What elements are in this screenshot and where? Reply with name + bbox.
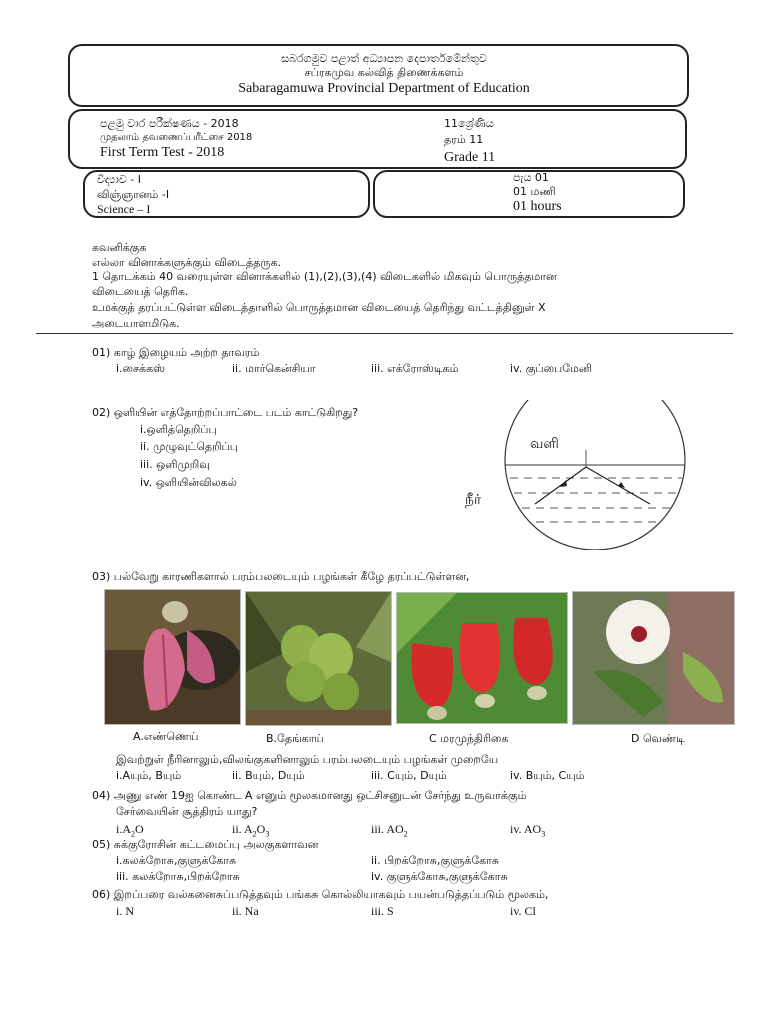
arrowhead (560, 480, 567, 487)
question-4-option-1: $i.A_2O$ (116, 822, 144, 839)
question-3-option-4: iv. Bயும், Cயும் (510, 769, 585, 782)
department-name-english: Sabaragamuwa Provincial Department of Education (238, 81, 530, 96)
question-5-text: 05) சுக்குரோசின் கட்டமைப்பு அலகுகளாவன (92, 838, 319, 851)
grade-english: Grade 11 (444, 150, 496, 165)
diagram-label-air: வளி (530, 436, 559, 452)
time-tamil: 01 மணி (513, 185, 556, 198)
question-4-text: 04) அணு எண் 19ஐ கொண்ட A எனும் மூலகமானது ஒட்சிசனுடன் சேர்ந்து உருவாக்கும் (92, 789, 527, 802)
question-5-option-1: i.கலக்றோசு,குளுக்கோசு (116, 854, 237, 867)
instruction-line: உமக்குத் தரப்பட்டுள்ள விடைத்தாளில் பொருத்தமான விடையைத் தெரிந்து வட்டத்தினுள் X (92, 301, 546, 314)
question-5-option-2: ii. பிறக்றோசு,குளுக்கோசு (371, 854, 500, 867)
question-2-option-1: i.ஒளித்தெறிப்பு (140, 423, 217, 436)
exam-title-english: First Term Test - 2018 (100, 145, 225, 160)
fruit-caption-d: D வெண்டி (631, 732, 685, 745)
reflected-ray (586, 467, 650, 504)
fruit-caption-a: A.எண்ணெய் (133, 730, 199, 743)
question-3-option-1: i.Aயும், Bயும் (116, 769, 182, 782)
question-1-option-3: iii. எக்ரோஸ்டிகம் (371, 362, 459, 375)
question-2-option-4: iv. ஒளியின்விலகல் (140, 476, 237, 489)
instructions-heading: கவனிக்குக (92, 241, 147, 254)
question-6-text: 06) இறப்பரை வல்கனைசுப்படுத்தவும் பங்கசு கொல்லியாகவும் பயன்படுத்தப்படும் மூலகம், (92, 888, 549, 901)
question-1-option-4: iv. குப்பைமேனி (510, 362, 593, 375)
fruit-image-b (245, 591, 392, 726)
grade-sinhala: 11ශ්‍රේණිය (444, 117, 494, 130)
exam-title-tamil: முதலாம் தவணைப்பரீட்சை 2018 (100, 132, 253, 143)
question-1-option-2: ii. மார்கென்சியா (232, 362, 316, 375)
question-2-option-3: iii. ஒளிமுறிவு (140, 458, 210, 471)
time-english: 01 hours (513, 199, 562, 214)
fruit-caption-b: B.தேங்காய் (266, 732, 324, 745)
subject-sinhala: විද්‍යාව - I (97, 173, 141, 186)
fruit-image-d (572, 591, 735, 725)
question-6-option-4: iv. Cl (510, 904, 536, 918)
question-3-option-2: ii. Bயும், Dயும் (232, 769, 305, 782)
subject-english: Science – I (97, 202, 151, 216)
department-name-tamil: சப்ரகமுவ கல்வித் திணைக்களம் (304, 66, 464, 79)
question-3-subtext: இவற்றுள் நீரினாலும்,விலங்குகளினாலும் பரம்பலடையும் பழங்கள் முறையே (116, 753, 499, 766)
diagram-label-water: நீர் (465, 492, 482, 508)
question-6-option-1: i. N (116, 904, 134, 918)
question-3-text: 03) பல்வேறு காரணிகளால் பரம்பலடையும் பழங்கள் கீழே தரப்பட்டுள்ளன, (92, 570, 470, 583)
question-2-text: 02) ஒளியின் எத்தோற்றப்பாட்டை படம் காட்டுகிறது? (92, 406, 359, 419)
question-2-option-2: ii. முழுவுட்தெறிப்பு (140, 440, 238, 453)
question-5-option-3: iii. கலக்றோசு,பிறக்றோசு (116, 870, 240, 883)
subject-tamil: விஞ்ஞானம் -I (97, 188, 170, 201)
question-4-option-3: iii. $AO_2$ (371, 822, 408, 839)
fruit-image-a (104, 589, 241, 725)
incident-ray (535, 467, 586, 504)
question-1-option-1: i.சைக்கஸ் (116, 362, 165, 375)
question-4-text-cont: சேர்வையின் சூத்திரம் யாது? (116, 805, 258, 818)
fruit-caption-c: C மரமுந்திரிகை (429, 732, 509, 745)
time-sinhala: පැය 01 (513, 171, 549, 184)
department-name-sinhala: සබරගමුව පළාත් අධ්‍යාපන දෙපාර්තමේන්තුව (281, 52, 487, 65)
question-1-text: 01) காழ் இழையம் அற்ற தாவரம் (92, 346, 260, 359)
question-4-option-2: ii. $A_2O_3$ (232, 822, 270, 839)
refraction-diagram (500, 400, 690, 550)
exam-title-sinhala: පළමු වාර පරීක්ෂණය - 2018 (100, 117, 239, 130)
grade-tamil: தரம் 11 (444, 133, 484, 146)
instruction-line: அடையாளமிடுக. (92, 317, 180, 330)
question-4-option-4: iv. $AO_3$ (510, 822, 546, 839)
instruction-line: 1 தொடக்கம் 40 வரையுள்ள வினாக்களில் (1),(2),(3),(4) விடைகளில் மிகவும் பொருத்தமான (92, 270, 557, 283)
instruction-line: எல்லா வினாக்களுக்கும் விடைத்தருக. (92, 256, 282, 269)
beaker-outline (505, 460, 685, 550)
instruction-line: விடையைத் தெரிக. (92, 285, 189, 298)
question-3-option-3: iii. Cயும், Dயும் (371, 769, 447, 782)
question-6-option-2: ii. Na (232, 904, 259, 918)
fruit-image-c (396, 592, 568, 724)
section-divider (36, 333, 733, 334)
water-dashes (510, 478, 682, 522)
question-6-option-3: iii. S (371, 904, 394, 918)
question-5-option-4: iv. குளுக்கோசு,குளுக்கோசு (371, 870, 508, 883)
